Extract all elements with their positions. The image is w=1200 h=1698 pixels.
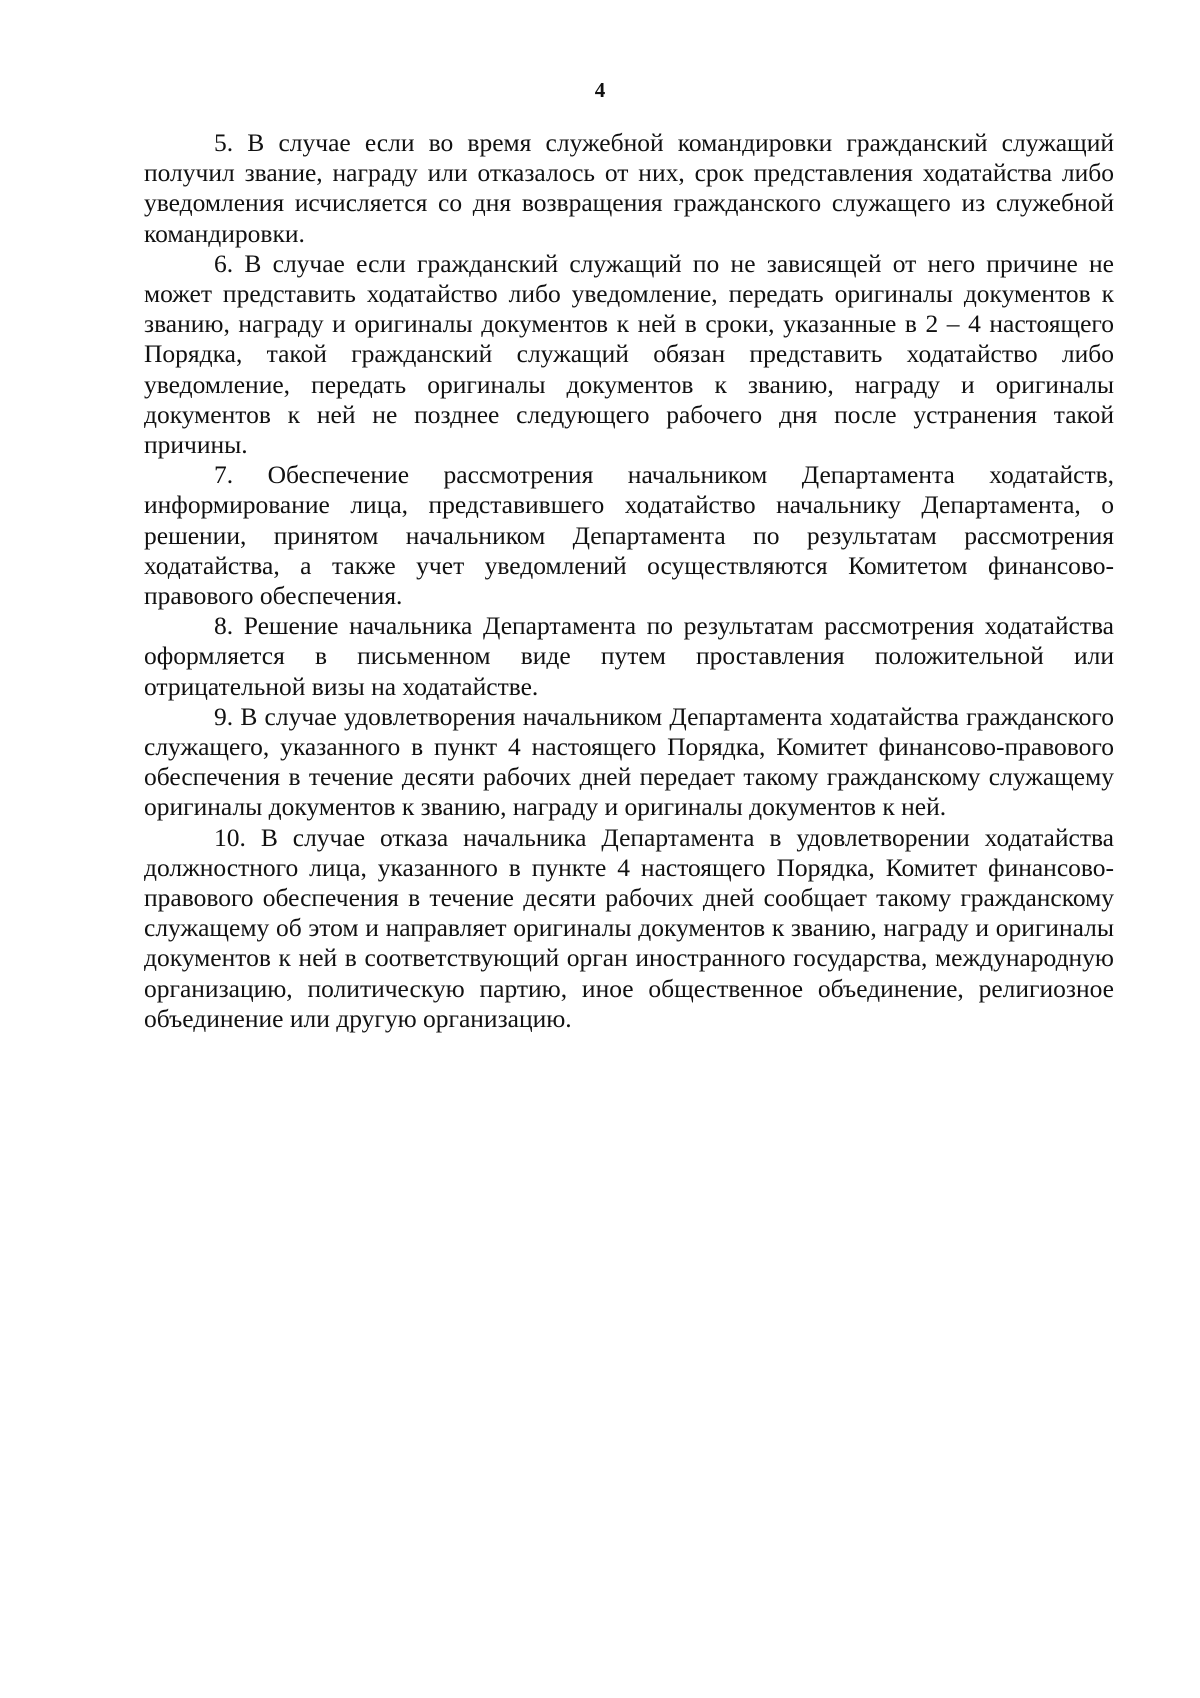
document-body — [144, 128, 1114, 1034]
paragraph-item-9: 9. В случае удовлетворения начальником Департамента ходатайства гражданского служащего, указанного в пункт 4 настоящего Порядка, Комитет финансово-правового обеспечения в течение десяти рабочих дней передает такому гражданскому служащему оригиналы документов к званию, награду и оригиналы документов к ней. — [144, 701, 1114, 822]
paragraph-item-8: 8. Решение начальника Департамента по результатам рассмотрения ходатайства оформляется в письменном виде путем проставления положительной или отрицательной визы на ходатайстве. — [144, 611, 1114, 701]
paragraph-item-7: 7. Обеспечение рассмотрения начальником Департамента ходатайств, информирование лица, представившего ходатайство начальнику Департамента, о решении, принятом начальником Департамента по результатам рассмотрения ходатайства, а также учет уведомлений осуществляются Комитетом финансово-правового обеспечения. — [144, 460, 1114, 611]
paragraph-item-5: 5. В случае если во время служебной командировки гражданский служащий получил звание, награду или отказалось от них, срок представления ходатайства либо уведомления исчисляется со дня возвращения гражданского служащего из служебной командировки. — [144, 128, 1114, 248]
page-number: 4 — [594, 78, 606, 102]
paragraph-item-6: 6. В случае если гражданский служащий по не зависящей от него причине не может представить ходатайство либо уведомление, передать оригиналы документов к званию, награду и оригиналы документов к ней в сроки, указанные в 2 – 4 настоящего Порядка, такой гражданский служащий обязан представить ходатайство либо уведомление, передать оригиналы документов к званию, награду и оригиналы документов к ней не позднее следующего рабочего дня после устранения такой причины. — [144, 248, 1114, 460]
paragraph-item-10: 10. В случае отказа начальника Департамента в удовлетворении ходатайства должностного лица, указанного в пункте 4 настоящего Порядка, Комитет финансово-правового обеспечения в течение десяти рабочих дней сообщает такому гражданскому служащему об этом и направляет оригиналы документов к званию, награду и оригиналы документов к ней в соответствующий орган иностранного государства, международную организацию, политическую партию, иное общественное объединение, религиозное объединение или другую организацию. — [144, 822, 1114, 1033]
